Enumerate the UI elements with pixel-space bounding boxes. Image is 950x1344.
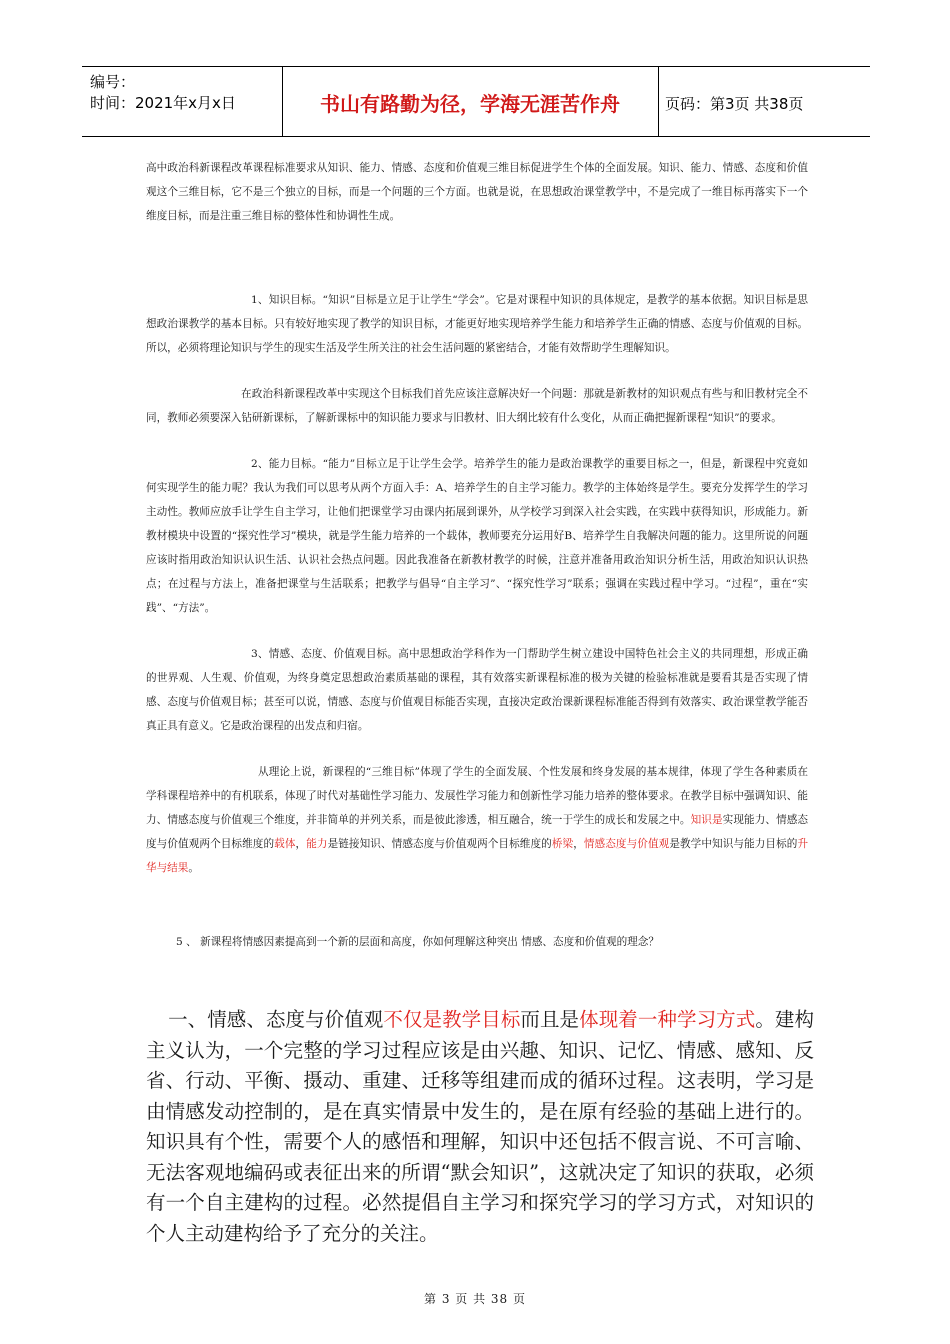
summary-text: ，: [573, 838, 584, 850]
highlight-knowledge: 知识是: [690, 814, 723, 826]
header-page-info: 页码：第3页 共38页: [665, 95, 804, 113]
summary-text: 是教学中知识与能力目标的: [669, 838, 798, 850]
knowledge-reform-paragraph: 在政治科新课程改革中实现这个目标我们首先应该注意解决好一个问题：那就是新教材的知识观点有些与和旧教材完全不同，教师必须要深入钻研新课标，了解新课标中的知识能力要求与旧教材、旧大纲比较有什么变化，从而正确把握新课程“知识”的要求。: [146, 388, 808, 424]
header-meta: [90, 72, 236, 114]
question-5: 5 、 新课程将情感因素提高到一个新的层面和高度，你如何理解这种突出 情感、态度和价值观的理念？: [176, 936, 659, 948]
highlight-carrier: 载体: [274, 838, 296, 850]
answer-paragraph: [146, 1005, 814, 1249]
document-body: [146, 156, 808, 954]
knowledge-goal-paragraph: 1、知识目标。“知识”目标是立足于让学生“学会”。它是对课程中知识的具体规定，是教学的基本依据。知识目标是思想政治课教学的基本目标。只有较好地实现了教学的知识目标，才能更好地实现培养学生能力和培养学生正确的情感、态度与价值观的目标。所以，必须将理论知识与学生的现实生活及学生所关注的社会生活问题的紧密结合，才能有效帮助学生理解知识。: [146, 294, 808, 354]
document-number-label: 编号：: [90, 73, 136, 91]
summary-text: 是链接知识、情感态度与价值观两个目标维度的: [327, 838, 552, 850]
answer-highlight-learning-method: 体现着一种学习方式: [579, 1008, 756, 1031]
answer-text: 。建构主义认为，一个完整的学习过程应该是由兴趣、知识、记忆、情感、感知、反省、行动、平衡、摄动、重建、迁移等组建而成的循环过程。这表明，学习是由情感发动控制的，是在真实情景中发生的，是在原有经验的基础上进行的。知识具有个性，需要个人的感悟和理解，知识中还包括不假言说、不可言喻、无法客观地编码或表征出来的所谓“默会知识”，这就决定了知识的获取，必须有一个自主建构的过程。必然提倡自主学习和探究学习的学习方式，对知识的个人主动建构给予了充分的关注。: [146, 1008, 814, 1245]
answer-highlight-teaching-goal: 不仅是教学目标: [383, 1008, 521, 1031]
document-date: 时间：2021年x月x日: [90, 94, 236, 112]
header-divider: [658, 67, 659, 136]
highlight-bridge: 桥梁: [551, 838, 574, 850]
summary-text: ，: [295, 838, 307, 850]
summary-paragraph: [146, 760, 808, 880]
emotion-goal-paragraph: 3、情感、态度、价值观目标。高中思想政治学科作为一门帮助学生树立建设中国特色社会主义的共同理想，形成正确的世界观、人生观、价值观，为终身奠定思想政治素质基础的课程，其有效落实新课程标准的极为关键的检验标准就是要看其是否实现了情感、态度与价值观目标；甚至可以说，情感、态度与价值观目标能否实现，直接决定政治课新课程标准能否得到有效落实、政治课堂教学能否真正具有意义。它是政治课程的出发点和归宿。: [146, 648, 808, 732]
intro-paragraph: 高中政治科新课程改革课程标准要求从知识、能力、情感、态度和价值观三维目标促进学生个体的全面发展。知识、能力、情感、态度和价值观这个三维目标，它不是三个独立的目标，而是一个问题的三个方面。也就是说，在思想政治课堂教学中，不是完成了一维目标再落实下一个维度目标，而是注重三维目标的整体性和协调性生成。: [146, 162, 808, 222]
highlight-result: 升华与结果: [146, 838, 809, 874]
answer-text: 而且是: [520, 1008, 580, 1031]
summary-text: 。: [188, 862, 199, 874]
page-header: [82, 66, 870, 137]
answer-text: 一、情感、态度与价值观: [168, 1008, 384, 1031]
ability-goal-paragraph: 2、能力目标。“能力”目标立足于让学生会学。培养学生的能力是政治课教学的重要目标之一，但是，新课程中究竟如何实现学生的能力呢？我认为我们可以思考从两个方面入手：A、培养学生的自主学习能力。教学的主体始终是学生。要充分发挥学生的学习主动性。教师应放手让学生自主学习，让他们把课堂学习由课内拓展到课外，从学校学习到深入社会实践，在实践中获得知识，形成能力。新教材模块中设置的“探究性学习”模块，就是学生能力培养的一个载体，教师要充分运用好B、培养学生自我解决问题的能力。这里所说的问题应该时指用政治知识认识生活、认识社会热点问题。因此我准备在新教材教学的时候，注意并准备用政治知识分析生活，用政治知识认识热点；在过程与方法上，准备把课堂与生活联系；把教学与倡导“自主学习”、“探究性学习”联系；强调在实践过程中学习。“过程”，重在“实践”、“方法”。: [146, 458, 808, 614]
summary-text: 实现能力、情感态度与价值观两个目标维度的: [146, 814, 809, 850]
highlight-values: 情感态度与价值观: [583, 838, 670, 850]
highlight-ability: 能力: [306, 838, 328, 850]
page-footer: 第 3 页 共 38 页: [424, 1292, 526, 1306]
summary-text: 从理论上说，新课程的“三维目标”体现了学生的全面发展、个性发展和终身发展的基本规律，体现了学生各种素质在学科课程培养中的有机联系，体现了时代对基础性学习能力、发展性学习能力和创新性学习能力培养的整体要求。在教学目标中强调知识、能力、情感态度与价值观三个维度，并非简单的并列关系，而是彼此渗透，相互融合，统一于学生的成长和发展之中。: [146, 766, 808, 826]
header-motto: 书山有路勤为径，学海无涯苦作舟: [320, 92, 620, 116]
